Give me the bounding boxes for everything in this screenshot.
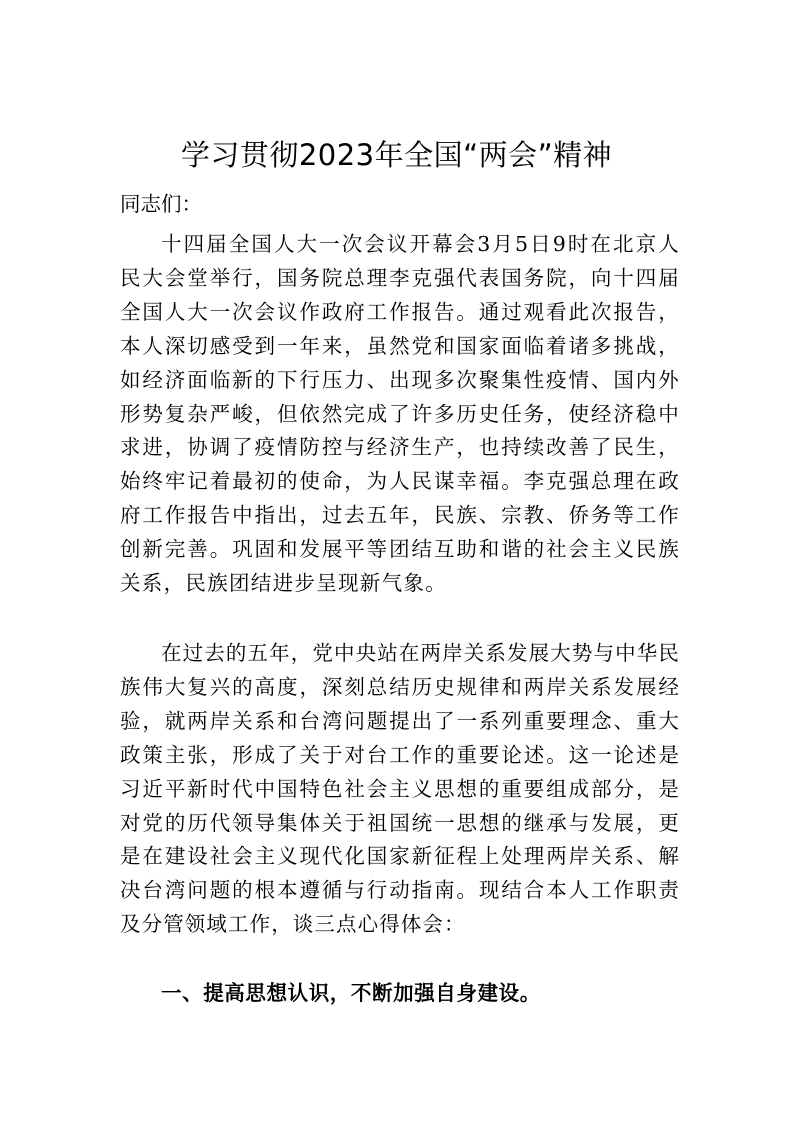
document-title: 学习贯彻2023年全国“两会”精神 [180, 138, 613, 172]
salutation: 同志们： [120, 192, 202, 216]
paragraph-2: 在过去的五年，党中央站在两岸关系发展大势与中华民族伟大复兴的高度，深刻总结历史规律和两岸关系发展经验，就两岸关系和台湾问题提出了一系列重要理念、重大政策主张，形成了关于对台工作的重要论述。这一论述是习近平新时代中国特色社会主义思想的重要组成部分，是对党的历代领导集体关于祖国统一思想的继承与发展，更是在建设社会主义现代化国家新征程上处理两岸关系、解决台湾问题的根本遵循与行动指南。现结合本人工作职责及分管领域工作，谈三点心得体会： [120, 641, 680, 937]
section-heading: 一、提高思想认识，不断加强自身建设。 [161, 981, 541, 1005]
paragraph-1: 十四届全国人大一次会议开幕会3月5日9时在北京人民大会堂举行，国务院总理李克强代表国务院，向十四届全国人大一次会议作政府工作报告。通过观看此次报告，本人深切感受到一年来，虽然党和国家面临着诸多挑战，如经济面临新的下行压力、出现多次聚集性疫情、国内外形势复杂严峻，但依然完成了许多历史任务，使经济稳中求进，协调了疫情防控与经济生产，也持续改善了民生，始终牢记着最初的使命，为人民谋幸福。李克强总理在政府工作报告中指出，过去五年，民族、宗教、侨务等工作创新完善。巩固和发展平等团结互助和谐的社会主义民族关系，民族团结进步呈现新气象。 [120, 232, 680, 596]
